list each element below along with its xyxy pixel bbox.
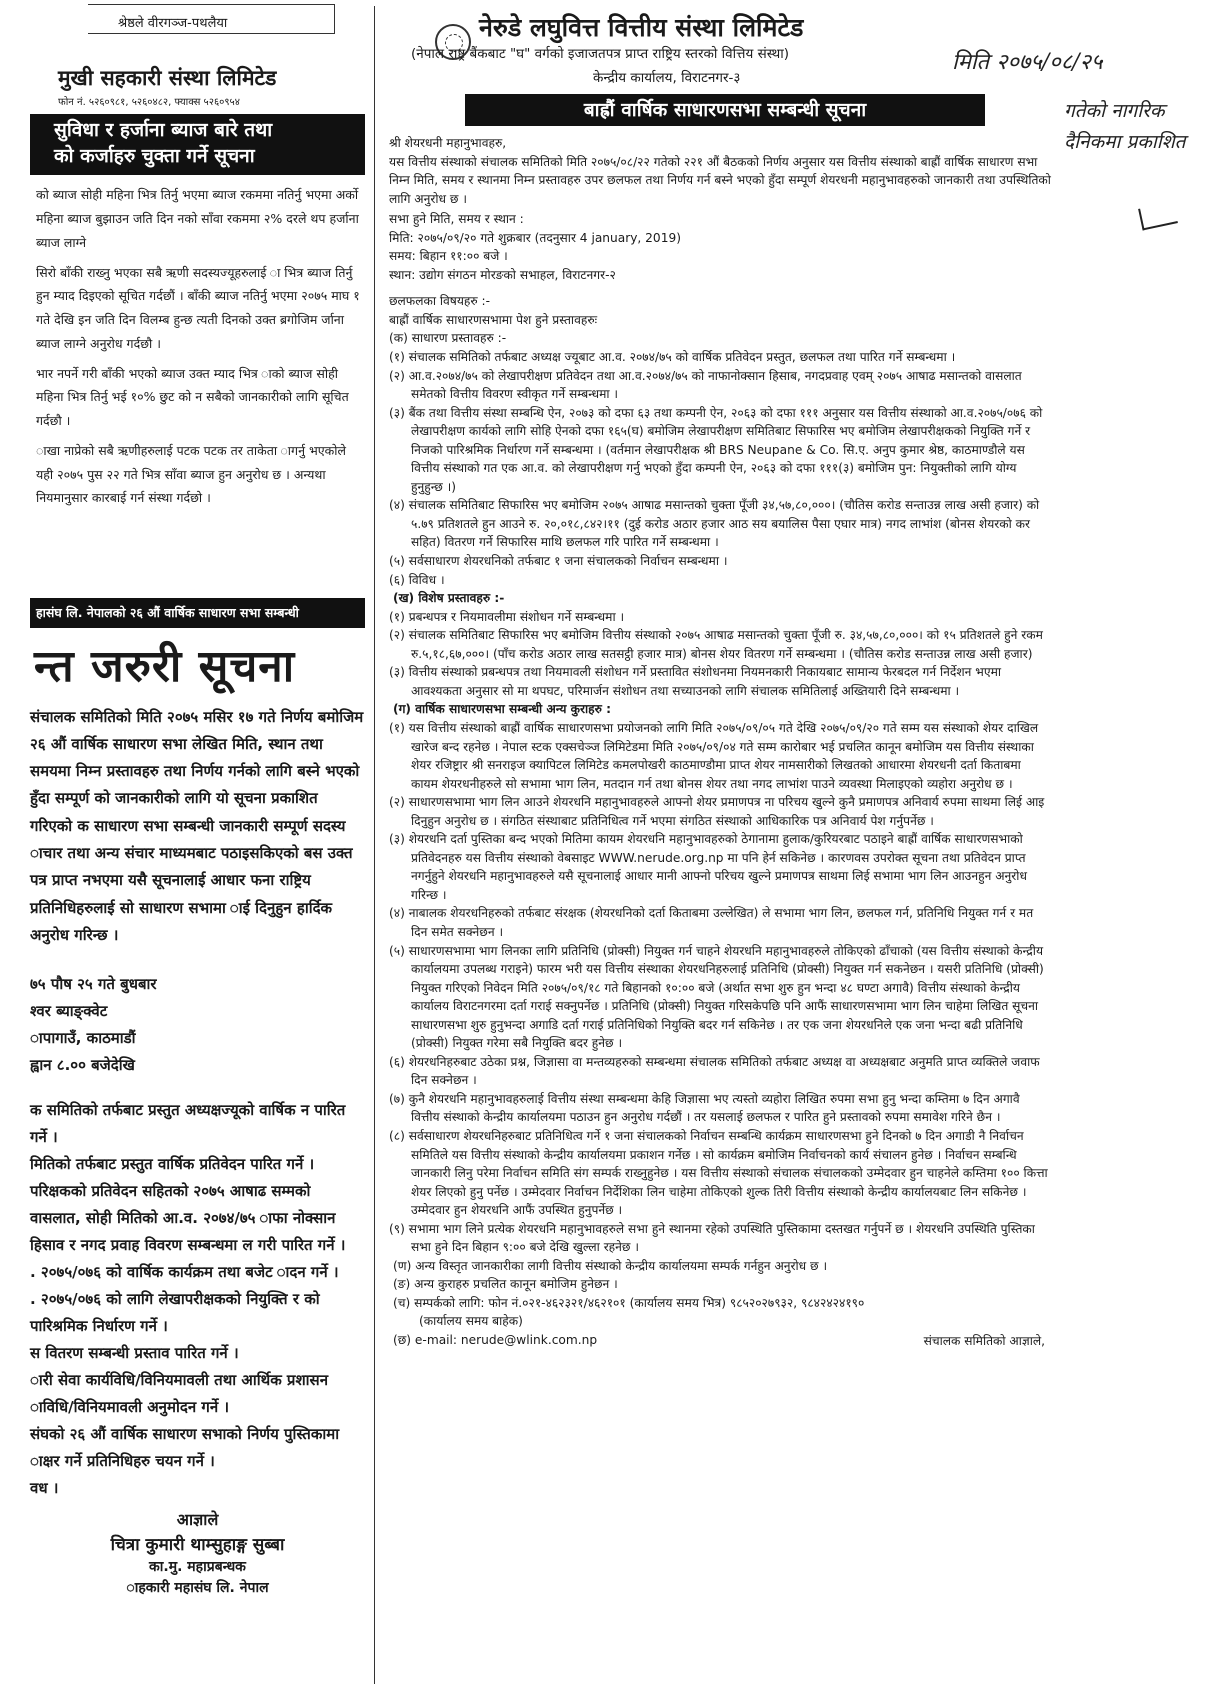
special-item: (३) वित्तीय संस्थाको प्रबन्धपत्र तथा नियमावली संशोधन गर्ने प्रस्तावित संशोधनमा नियमनकारी निकायबाट सामान्य फेरबदल गर्न निर्देशन भएमा आवश्यकता अनुसार सो मा थपघट, परिमार्जन संशोधन तथा सच्याउनको लागि संचालक समितिलाई अख्तियारी दिने सम्बन्धमा । — [389, 665, 1002, 698]
agm-designation: का.मु. महाप्रबन्धक — [149, 1559, 246, 1576]
notice-title: बाह्रौं वार्षिक साधारणसभा सम्बन्धी सूचना — [465, 94, 985, 126]
meeting-head: सभा हुने मिति, समय र स्थान : — [389, 212, 524, 227]
other-item: (३) शेयरधनि दर्ता पुस्तिका बन्द भएको मितिमा कायम शेयरधनि महानुभावहरुको ठेगानामा हुलाक/कुरियरबाट पठाइने बाह्रौं वार्षिक साधारणसभाको प्रतिवेदनहरु यस वित्तीय संस्थाको वेबसाइट WWW.nerude.org.np मा पनि हेर्न सकिनेछ । कारणवस उपरोक्त सूचना तथा प्रतिवेदन प्राप्त नगर्नुहुने शेयरधनि महानुभावहरुले यसै सूचनालाई आधार मानी आफ्नो परिचय खुल्ने प्रमाणपत्र साथमा लिई सभामा भाग लिन आउनहुन अनुरोध गरिन्छ । — [389, 832, 1027, 902]
special-head: (ख) विशेष प्रस्तावहरु :- — [393, 591, 505, 606]
sahakari-contact: फोन नं. ५२६०९८१, ५२६०४८२, फ्याक्स ५२६०९५४ — [58, 97, 240, 108]
agm-agenda-item: . २०७५/०७६ को वार्षिक कार्यक्रम तथा बजेट ादन गर्ने । — [30, 1263, 339, 1282]
sahakari-banner — [30, 114, 365, 175]
agm-agenda-item: वध । — [30, 1479, 59, 1498]
other-item: (९) सभामा भाग लिने प्रत्येक शेयरधनि महानुभावहरुले सभा हुने स्थानमा रहेको उपस्थिति पुस्तिकामा दस्तखत गर्नुपर्ने छ । शेयरधनि उपस्थिति पुस्तिका सभा हुने दिन बिहान ९:०० बजे देखि खुल्ला रहनेछ । — [389, 1221, 1035, 1255]
contact-phone-note: (कार्यालय समय बाहेक) — [419, 1314, 523, 1329]
topics-sub: बाह्रौं वार्षिक साधारणसभामा पेश हुने प्रस्तावहरुः — [389, 312, 598, 327]
sahakari-org-name: मुखी सहकारी संस्था लिमिटेड — [58, 66, 277, 90]
agm-agenda — [30, 1097, 365, 1502]
special-item: (२) संचालक समितिबाट सिफारिस भए बमोजिम वित्तीय संस्थाको २०७५ आषाढ मसान्तको चुक्ता पूँजी रु. ३४,५७,८०,०००। को १५ प्रतिशतले हुने रकम रु.५,१८,६७,०००। (पाँच करोड अठार लाख सतसट्ठी हजार मात्र) बोनस शेयर वितरण गर्ने सम्बन्धमा । (चौतिस करोड सन्ताउन्न लाख असी हजार) — [389, 628, 1043, 661]
agm-agenda-item: मितिको तर्फबाट प्रस्तुत वार्षिक प्रतिवेदन पारित गर्ने । — [30, 1155, 315, 1174]
other-head: (ग) वार्षिक साधारणसभा सम्बन्धी अन्य कुराहरु : — [393, 702, 612, 717]
sahakari-banner-line2: को कर्जाहरु चुक्ता गर्ने सूचना — [54, 144, 255, 167]
sign-off: संचालक समितिको आज्ञाले, — [923, 1333, 1045, 1348]
agm-venue-1: श्वर ब्याङ्क्वेट — [30, 1002, 108, 1021]
general-item: (४) संचालक समितिबाट सिफारिस भए बमोजिम २०७५ आषाढ मसान्तको चुक्ता पूँजी ३४,५७,८०,०००। (चौतिस करोड सन्ताउन्न लाख असी हजार) को ५.७९ प्रतिशतले हुन आउने रु. २०,०१८,८४२।११ (दुई करोड अठार हजार आठ सय बयालिस पैसा एघार मात्र) नगद लाभांश (बोनस शेयरको कर सहित) वितरण गर्ने सिफारिस माथि छलफल गरि पारित गर्ने सम्बन्धमा । — [389, 498, 1040, 550]
agm-agenda-item: स वितरण सम्बन्धी प्रस्ताव पारित गर्ने । — [30, 1344, 239, 1363]
agm-agenda-item: क समितिको तर्फबाट प्रस्तुत अध्यक्षज्यूको वार्षिक न पारित गर्ने । — [30, 1101, 346, 1147]
other-law: (ङ) अन्य कुराहरु प्रचलित कानून बमोजिम हुनेछन । — [393, 1277, 618, 1292]
other-item: (५) साधारणसभामा भाग लिनका लागि प्रतिनिधि (प्रोक्सी) नियुक्त गर्न चाहने शेयरधनि महानुभावहरुले तोकिएको ढाँचाको (यस वित्तीय संस्थाको केन्द्रीय कार्यालयमा उपलब्ध गराइने) फारम भरी यस वित्तीय संस्थाका शेयरधनिहरुलाई प्रतिनिधि (प्रोक्सी) नियुक्त गर्न सकनेछन । यसरी प्रतिनिधि (प्रोक्सी) नियुक्त गरिएको निवेदन मिति २०७५/०९/१८ गते बिहानको १०:०० बजे (अर्थात सभा शुरु हुन भन्दा ४८ घण्टा अगावै) वित्तीय संस्थाको केन्द्रीय कार्यालय विराटनगरमा दर्ता गराई सक्नुपर्नेछ । प्रतिनिधि (प्रोक्सी) नियुक्त गरिसकेपछि पनि आफैं साधारणसभामा भाग लिन चाहेमा लिखित सूचना साधारणसभा शुरु हुनुभन्दा अगाडि दर्ता गराई प्रतिनिधिको नियुक्ति बदर गर्न सकिनेछ । तर एक जना शेयरधनिले एक जना भन्दा बढी प्रतिनिधि (प्रोक्सी) नियुक्त गरेमा सबै नियुक्ति बदर हुनेछ । — [389, 943, 1044, 1051]
general-item: (३) बैंक तथा वित्तीय संस्था सम्बन्धि ऐन, २०७३ को दफा ६३ तथा कम्पनी ऐन, २०६३ को दफा १११ अनुसार यस वित्तीय संस्थाको आ.व.२०७५/०७६ को लेखापरीक्षण कार्यको लागि सोहि ऐनको दफा १६५(घ) बमोजिम लेखापरीक्षण समितिबाट सिफारिस भए बमोजिम लेखापरीक्षकको नियुक्ति गर्ने र निजको पारिश्रमिक निर्धारण गर्ने सम्बन्धमा । (वर्तमान लेखापरीक्षक श्री BRS Neupane & Co. सि.ए. अनुप कुमार श्रेष्ठ, काठमाण्डौले यस वित्तीय संस्थाको गत एक आ.व. को लेखापरीक्षण गर्नु भएको हुँदा कम्पनी ऐन, २०६३ को दफा १११(३) बमोजिम पुन: नियुक्तीको लागि योग्य हुनुहुन्छ ।) — [389, 405, 1043, 494]
meeting-date: मिति: २०७५/०९/२० गते शुक्रबार (तदनुसार 4 january, 2019) — [389, 230, 681, 245]
other-item: (१) यस वित्तीय संस्थाको बाह्रौं वार्षिक साधारणसभा प्रयोजनको लागि मिति २०७५/०९/०५ गते देखि २०७५/०९/२० गते सम्म यस संस्थाको शेयर दाखिल खारेज बन्द रहनेछ । नेपाल स्टक एक्सचेञ्ज लिमिटेडमा मिति २०७५/०९/०४ गते सम्म कारोबार भई प्रचलित कानून बमोजिम यस वित्तीय संस्थाका शेयर रजिष्ट्रार श्री सनराइज क्यापिटल लिमिटेड कमलपोखरी काठमाण्डौमा प्राप्त शेयर नामसारीको लिखतको आधारमा शेयरधनी दर्ता किताबमा कायम शेयरधनीहरुले सो सभामा भाग लिन, मतदान गर्न तथा बोनस शेयर तथा नगद लाभांश पाउने व्यवस्था मिलाइएको व्यहोरा अनुरोध छ । — [389, 720, 1039, 791]
agm-time: ह्वान ८.०० बजेदेखि — [30, 1056, 135, 1075]
handwritten-note: गतेको नागरिक दैनिकमा प्रकाशित — [1064, 100, 1186, 154]
other-item: (२) साधारणसभामा भाग लिन आउने शेयरधनि महानुभावहरुले आफ्नो शेयर प्रमाणपत्र ना परिचय खुल्ने कुनै प्रमाणपत्र अनिवार्य रुपमा साथमा लिई आइ दिनुहुन अनुरोध छ । संगठित संस्थाबाट प्रतिनिधित्व गर्ने भएमा संगठित संस्थाको आधिकारिक पत्र अनिवार्य पेश गर्नुपर्नेछ । — [389, 795, 1045, 828]
agm-body: संचालक समितिको मिति २०७५ मसिर १७ गते निर्णय बमोजिम २६ औं वार्षिक साधारण सभा लेखित मिति, स्थान तथा समयमा निम्न प्रस्तावहरु तथा निर्णय गर्नको लागि बस्ने भएको हुँदा सम्पूर्ण को जानकारीको लागि यो सूचना प्रकाशित गरिएको क साधारण सभा सम्बन्धी जानकारी सम्पूर्ण सदस्य ाचार तथा अन्य संचार माध्यमबाट पठाइसकिएको बस उक्त पत्र प्राप्त नभएमा यसै सूचनालाई आधार फना राष्ट्रिय प्रतिनिधिहरुलाई सो साधारण सभामा ाई दिनुहुन हार्दिक अनुरोध गरिन्छ । — [30, 707, 364, 944]
sahakari-para-4: ाखा नाप्रेको सबै ऋणीहरुलाई पटक पटक तर ताकेता ागर्नु भएकोले यही २०७५ पुस २२ गते भित्र साँवा ब्याज हुन अनुरोध छ । अन्यथा नियमानुसार कारबाई गर्न संस्था गर्दछो । — [36, 442, 346, 506]
notice-office: केन्द्रीय कार्यालय, विराटनगर-३ — [593, 70, 741, 86]
salutation: श्री शेयरधनी महानुभावहरु, — [389, 136, 507, 150]
sahakari-notice — [30, 64, 365, 516]
other-info: (ण) अन्य विस्तृत जानकारीका लागी वित्तीय संस्थाको केन्द्रीय कार्यालयमा सम्पर्क गर्नहुन अनुरोध छ । — [393, 1258, 828, 1273]
agm-big-title: न्त जरुरी सूचना — [34, 640, 296, 692]
other-item: (८) सर्वसाधारण शेयरधनिहरुबाट प्रतिनिधित्व गर्ने १ जना संचालकको निर्वाचन सम्बन्धि कार्यक्रम साधारणसभा हुने दिनको ७ दिन अगाडी नै निर्वाचन समितिले यस वित्तीय संस्थाको केन्द्रीय कार्यालयमा प्रकाशन गर्नेछ । सो कार्यक्रम बमोजिम निर्वाचनको कार्य संचालन हुनेछ । निर्वाचन सम्बन्धि जानकारी लिनु परेमा निर्वाचन समिति संग सम्पर्क राख्नुहुनेछ । यस वित्तीय संस्थाको संचालक संचालकको उम्मेदवार हुन चाहनेले कम्तिमा १०० कित्ता शेयर लिएको हुनु पर्नेछ । उम्मेदवार निर्वाचन निर्देशिका लिन चाहेमा तोकिएको शुल्क तिरी वित्तीय संस्थाको केन्द्रीय कार्यालयबाट लिन सकिनेछ । उम्मेदवार हुन शेयरधनि आफैं उपस्थित हुनुपर्नेछ । — [389, 1128, 1048, 1218]
federation-agm-notice — [30, 598, 365, 1597]
general-item: (२) आ.व.२०७४/७५ को लेखापरीक्षण प्रतिवेदन तथा आ.व.२०७४/७५ को नाफानोक्सान हिसाब, नगदप्रवाह एवम् २०७५ आषाढ मसान्तको वासलात समेतको वित्तीय विवरण स्वीकृत गर्ने सम्बन्धमा । — [389, 368, 1022, 402]
handwritten-date: मिति २०७५/०८/२५ — [952, 50, 1103, 75]
agm-agenda-item: परिक्षकको प्रतिवेदन सहितको २०७५ आषाढ सम्मको वासलात, सोही मितिको आ.व. २०७४/७५ ाफा नोक्सान हिसाव र नगद प्रवाह विवरण सम्बन्धमा ल गरी पारित गर्ने । — [30, 1182, 346, 1255]
agm-agenda-item: संघको २६ औं वार्षिक साधारण सभाको निर्णय पुस्तिकामा ाक्षर गर्ने प्रतिनिधिहरु चयन गर्ने । — [30, 1425, 340, 1471]
meeting-time: समय: बिहान ११:०० बजे । — [389, 249, 508, 264]
contact-phone: (च) सम्पर्कको लागि: फोन नं.०२१-४६२३२१/४६२१०१ (कार्यालय समय भित्र) ९८५२०२७९३२, ९८४२४२४१९० — [393, 1295, 865, 1310]
top-strip-text: श्रेष्ठले वीरगञ्ज-पथलैया — [118, 16, 228, 31]
topics-head: छलफलका विषयहरु :- — [389, 294, 491, 309]
notice-content — [389, 134, 1051, 1350]
nerude-agm-notice — [374, 6, 1056, 1684]
sahakari-body — [30, 183, 365, 510]
agm-agenda-item: ारी सेवा कार्यविधि/विनियमावली तथा आर्थिक प्रशासन ाविधि/विनियमावली अनुमोदन गर्ने । — [30, 1371, 329, 1417]
agm-signatory: चित्रा कुमारी थाम्सुहाङ्ग सुब्बा — [110, 1535, 285, 1556]
other-item: (४) नाबालक शेयरधनिहरुको तर्फबाट संरक्षक (शेयरधनिको दर्ता किताबमा उल्लेखित) ले सभामा भाग लिन, छलफल गर्न, प्रतिनिधि नियुक्त गर्न र मत दिन समेत सक्नेछन । — [389, 906, 1034, 939]
notice-org-name: नेरुडे लघुवित्त वित्तीय संस्था लिमिटेड — [479, 13, 804, 42]
sahakari-banner-line1: सुविधा र हर्जाना ब्याज बारे तथा — [54, 119, 273, 141]
sahakari-para-2: सिरो बाँकी राख्नु भएका सबै ऋणी सदस्यज्यूहरुलाई ा भित्र ब्याज तिर्नु हुन म्याद दिइएको सूचित गर्दछौं । बाँकी ब्याज नतिर्नु भएमा २०७५ माघ १ गते देखि इन जति दिन विलम्ब हुन्छ त्यती दिनको उक्त ब्रगोजिम र्जाना ब्याज लाग्ने अनुरोध गर्दछौ । — [36, 264, 360, 351]
notice-org-sub: (नेपाल राष्ट्र बैंकबाट "घ" वर्गको इजाजतपत्र प्राप्त राष्ट्रिय स्तरको वित्तिय संस्था) — [411, 46, 790, 62]
contact-email: (छ) e-mail: nerude@wlink.com.np — [393, 1333, 598, 1347]
agm-date: ७५ पौष २५ गते बुधबार — [30, 975, 157, 994]
general-item: (६) विविध । — [389, 572, 445, 587]
agm-appeal: आज्ञाले — [176, 1510, 219, 1530]
special-item: (१) प्रबन्धपत्र र नियमावलीमा संशोधन गर्ने सम्बन्धमा । — [389, 609, 625, 624]
intro: यस वित्तीय संस्थाको संचालक समितिको मिति २०७५/०८/२२ गतेको २२१ औं बैठकको निर्णय अनुसार यस वित्तीय संस्थाको बाह्रौं वार्षिक साधारण सभा निम्न मिति, समय र स्थानमा निम्न प्रस्तावहरु उपर छलफल तथा निर्णय गर्न बस्ने भएको हुँदा सम्पूर्ण शेयरधनी महानुभावहरुको जानकारी तथा उपस्थितिको लागि अनुरोध छ । — [389, 154, 1051, 206]
clipping-edge — [88, 4, 335, 34]
sahakari-para-3: भार नपर्ने गरी बाँकी भएको ब्याज उक्त म्याद भित्र ाको ब्याज सोही महिना भित्र तिर्नु भई १०% छुट को न सबैको जानकारीको लागि सूचित गर्दछौ । — [36, 365, 349, 429]
other-item: (६) शेयरधनिहरुबाट उठेका प्रश्न, जिज्ञासा वा मन्तव्यहरुको सम्बन्धमा संचालक समितिको तर्फबाट अध्यक्ष वा अध्यक्षबाट अनुमति प्राप्त व्यक्तिले जवाफ दिन सक्नेछन । — [389, 1054, 1040, 1088]
handwritten-tick-icon — [1138, 201, 1178, 230]
agm-details — [30, 971, 365, 1079]
agm-agenda-item: . २०७५/०७६ को लागि लेखापरीक्षकको नियुक्ति र को पारिश्रमिक निर्धारण गर्ने । — [30, 1290, 320, 1336]
general-head: (क) साधारण प्रस्तावहरु :- — [389, 331, 507, 346]
agm-strip: हासंघ लि. नेपालको २६ औं वार्षिक साधारण सभा सम्बन्धी — [30, 598, 365, 628]
sahakari-para-1: को ब्याज सोही महिना भित्र तिर्नु भएमा ब्याज रकममा नतिर्नु भएमा अर्को महिना ब्याज बुझाउन जति दिन नको साँवा रकममा २% दरले थप हर्जाना ब्याज लाग्ने — [36, 187, 359, 250]
general-item: (५) सर्वसाधारण शेयरधनिको तर्फबाट १ जना संचालकको निर्वाचन सम्बन्धमा । — [389, 554, 728, 569]
agm-venue-2: ापागाउँ, काठमाडौं — [30, 1029, 136, 1048]
general-item: (१) संचालक समितिको तर्फबाट अध्यक्ष ज्यूबाट आ.व. २०७४/७५ को वार्षिक प्रतिवेदन प्रस्तुत, छलफल तथा पारित गर्ने सम्बन्धमा । — [389, 350, 956, 365]
other-item: (७) कुनै शेयरधनि महानुभावहरुलाई वित्तीय संस्था सम्बन्धमा केहि जिज्ञासा भए त्यस्तो व्यहोरा लिखित रुपमा सभा हुनु भन्दा कम्तिमा ७ दिन अगावै वित्तीय संस्थाको केन्द्रीय कार्यालयमा पठाउन हुन अनुरोध गर्दछौं । तर यसलाई छलफल र पारित हुने प्रस्तावको रुपमा समावेश गरिने छैन । — [389, 1091, 1020, 1125]
meeting-place: स्थान: उद्योग संगठन मोरङको सभाहल, विराटनगर-२ — [389, 267, 616, 282]
agm-footer: ाहकारी महासंघ लि. नेपाल — [126, 1580, 269, 1597]
